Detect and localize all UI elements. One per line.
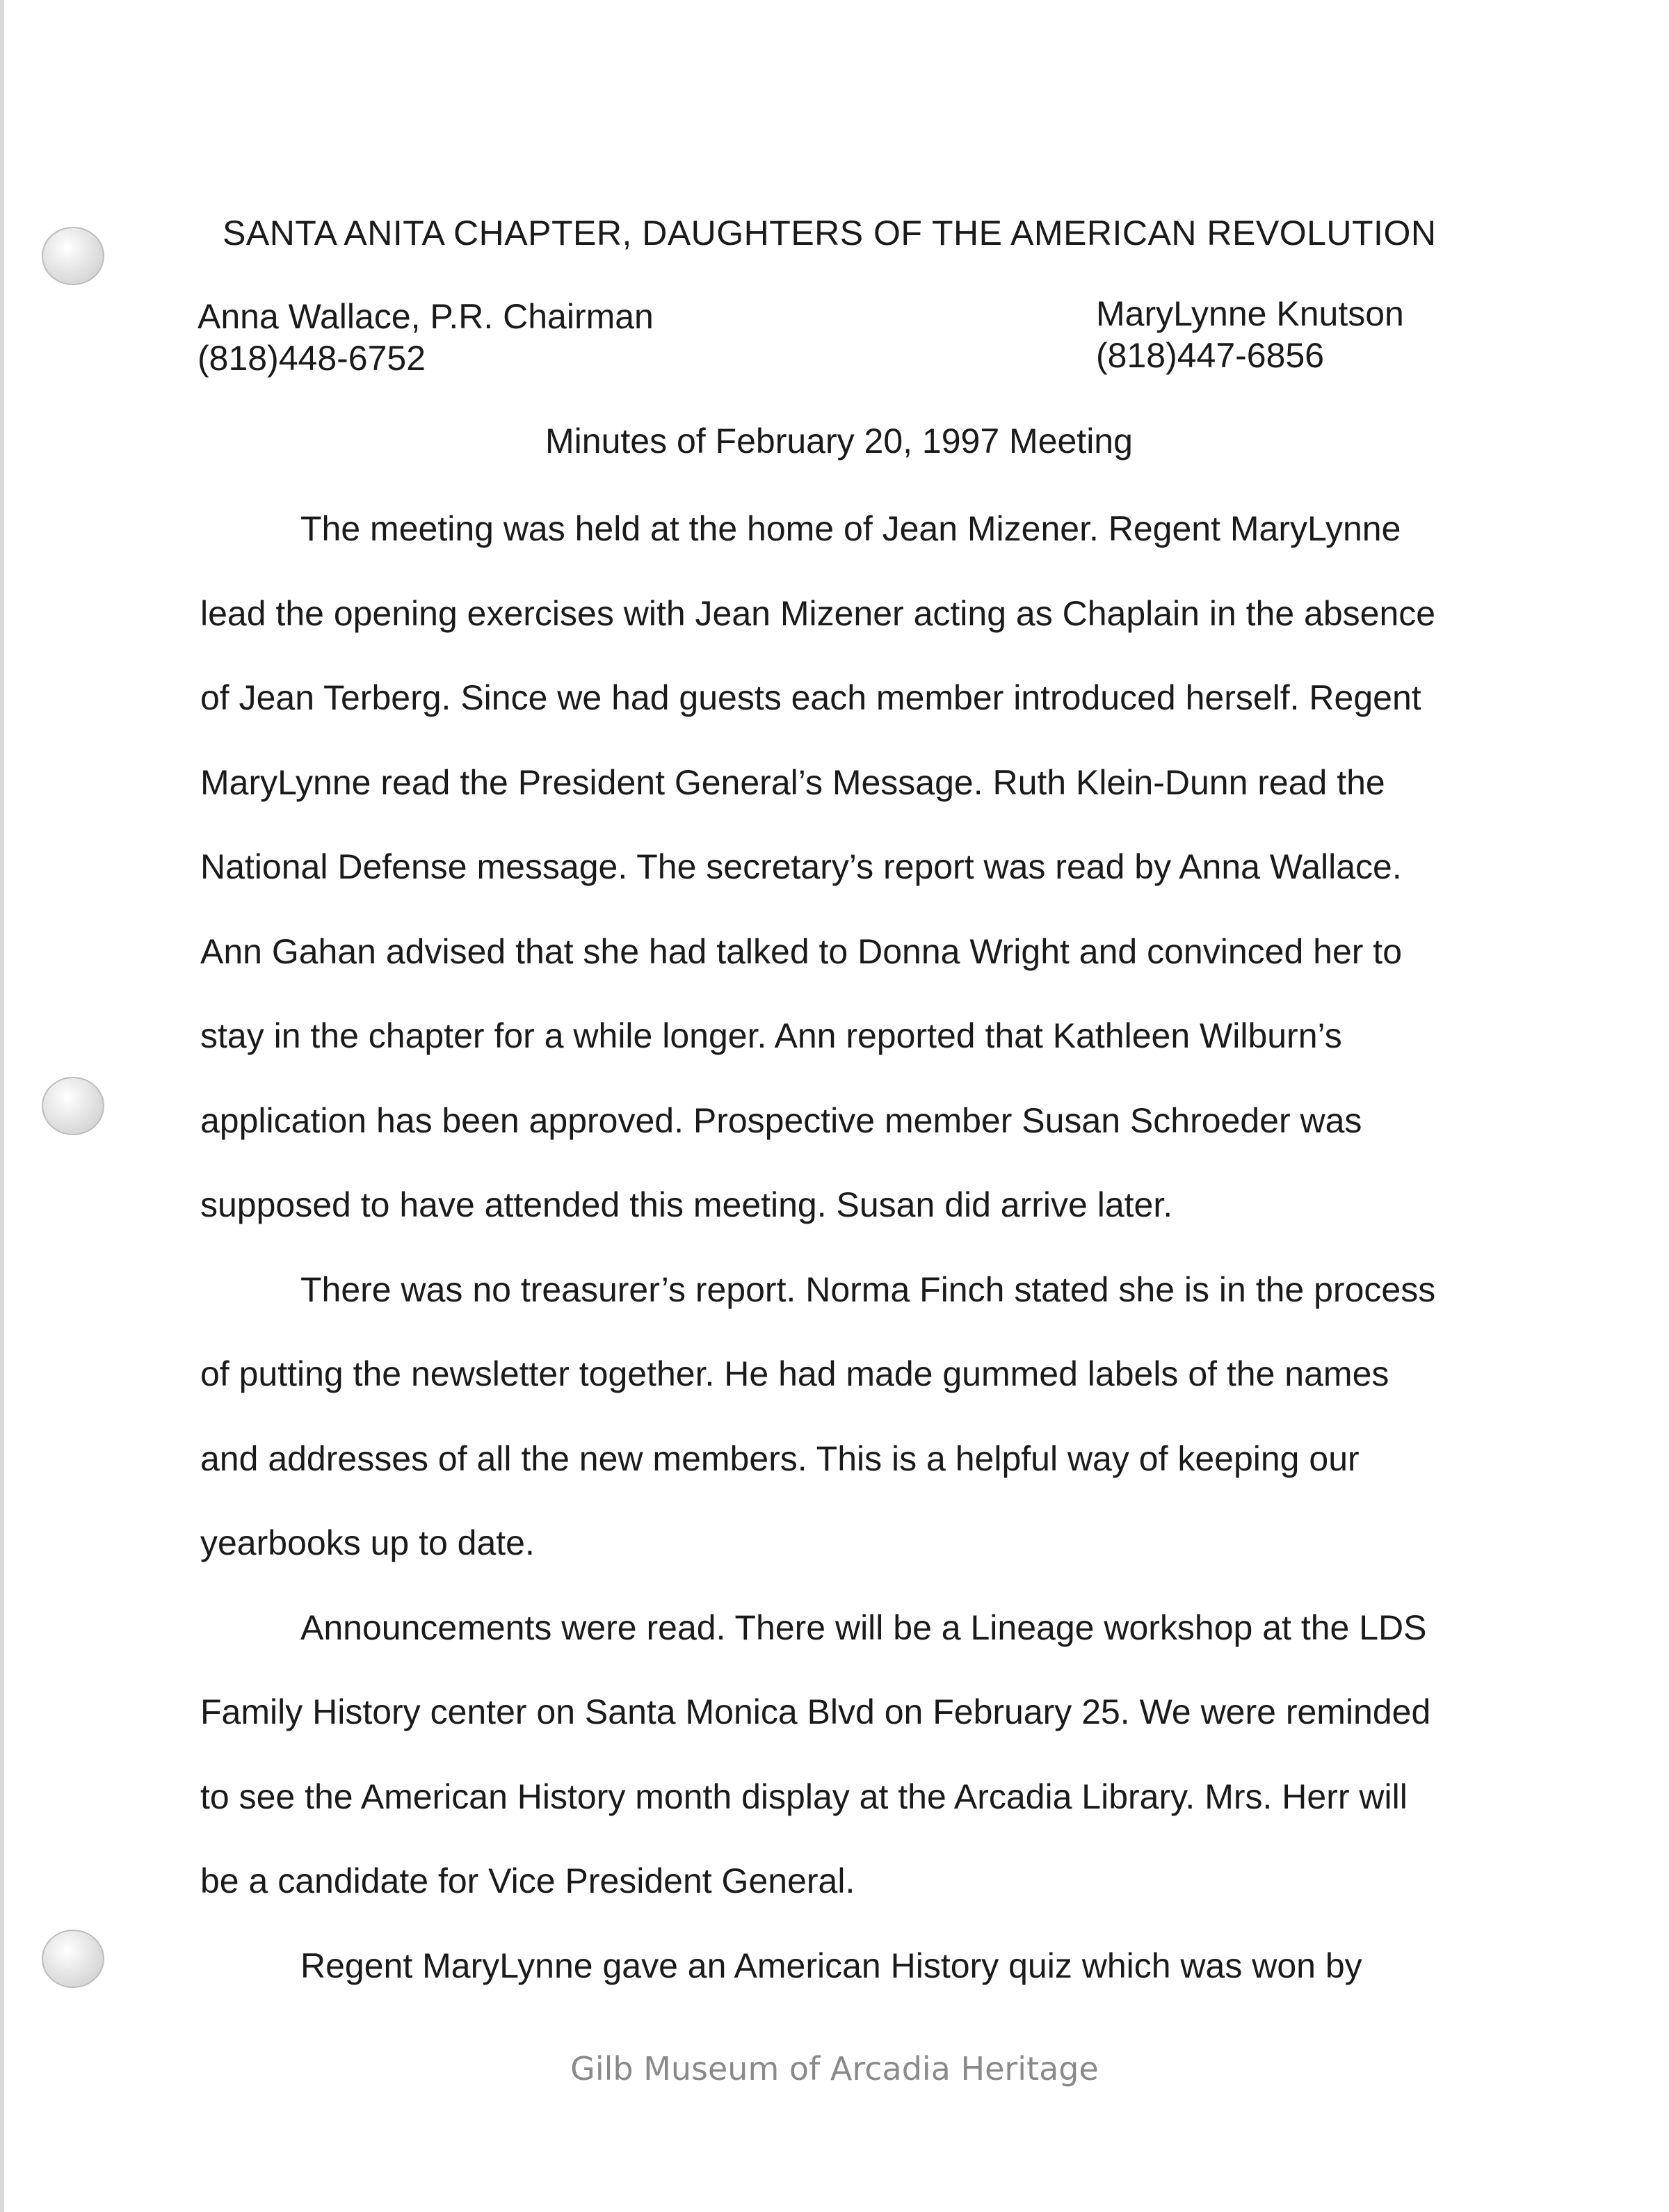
minutes-body [200, 508, 1435, 2029]
body-line: of Jean Terberg. Since we had guests each member introduced herself. Regent [200, 678, 1421, 717]
punch-hole [42, 1930, 104, 1988]
body-line: of putting the newsletter together. He had made gummed labels of the names [200, 1354, 1389, 1393]
punch-hole [42, 1077, 104, 1135]
left-contact-name: Anna Wallace, P.R. Chairman [197, 297, 654, 336]
right-contact-phone: (818)447-6856 [1096, 336, 1325, 375]
body-line: supposed to have attended this meeting. Susan did arrive later. [200, 1185, 1173, 1224]
minutes-title: Minutes of February 20, 1997 Meeting [545, 422, 1133, 460]
body-line: be a candidate for Vice President General. [200, 1861, 855, 1900]
body-line: Family History center on Santa Monica Blvd on February 25. We were reminded [200, 1692, 1431, 1731]
body-line: lead the opening exercises with Jean Mizener acting as Chaplain in the absence [200, 593, 1436, 633]
punch-hole [42, 227, 104, 285]
body-line: The meeting was held at the home of Jean Mizener. Regent MaryLynne [300, 509, 1401, 548]
body-line: yearbooks up to date. [200, 1523, 535, 1562]
archive-watermark: Gilb Museum of Arcadia Heritage [570, 2050, 1099, 2087]
body-line: stay in the chapter for a while longer. Ann reported that Kathleen Wilburn’s [200, 1016, 1342, 1055]
body-line: Announcements were read. There will be a Lineage workshop at the LDS [300, 1608, 1427, 1647]
body-line: Ann Gahan advised that she had talked to Donna Wright and convinced her to [200, 931, 1403, 971]
left-contact [197, 296, 654, 379]
right-contact [1096, 293, 1404, 376]
left-contact-phone: (818)448-6752 [197, 339, 426, 378]
right-contact-name: MaryLynne Knutson [1096, 294, 1404, 333]
page-edge [0, 0, 4, 2212]
body-line: to see the American History month display at the Arcadia Library. Mrs. Herr will [200, 1777, 1408, 1816]
body-line: and addresses of all the new members. This is a helpful way of keeping our [200, 1438, 1360, 1478]
body-line: application has been approved. Prospective member Susan Schroeder was [200, 1100, 1362, 1140]
organization-heading: SANTA ANITA CHAPTER, DAUGHTERS OF THE AMERICAN REVOLUTION [223, 214, 1437, 253]
body-line: Regent MaryLynne gave an American History quiz which was won by [300, 1946, 1362, 1985]
body-line: There was no treasurer’s report. Norma Finch stated she is in the process [300, 1269, 1436, 1309]
body-line: MaryLynne read the President General’s Message. Ruth Klein-Dunn read the [200, 762, 1385, 802]
body-line: National Defense message. The secretary’s report was read by Anna Wallace. [200, 847, 1402, 886]
